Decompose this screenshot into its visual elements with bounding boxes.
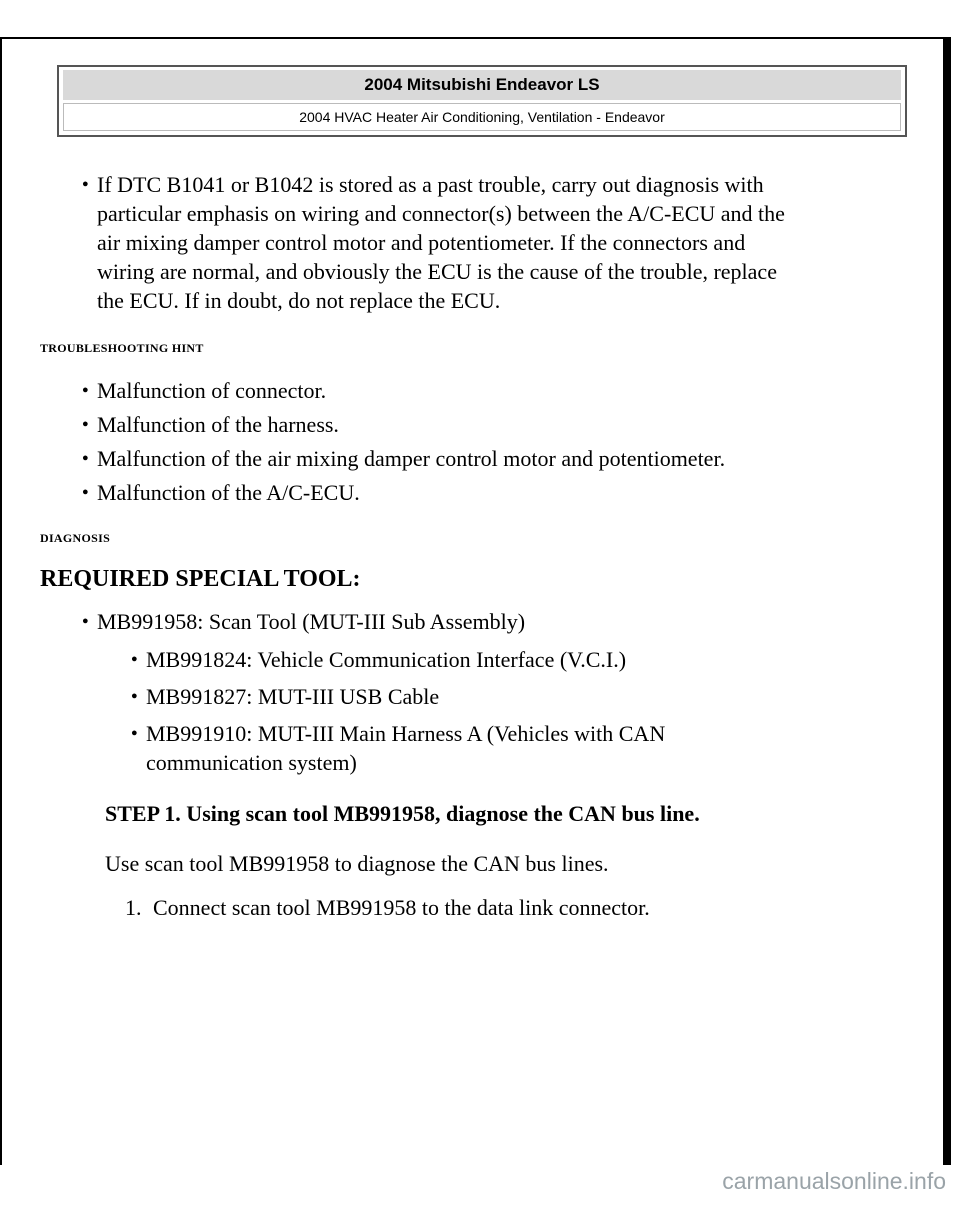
tool-subitem: ● MB991824: Vehicle Communication Interface (V.C.I.) [122, 645, 880, 674]
required-tool-heading: REQUIRED SPECIAL TOOL: [40, 566, 361, 592]
tool-subitem: ● MB991827: MUT-III USB Cable [122, 682, 880, 711]
hint-item: ● Malfunction of the air mixing damper control motor and potentiometer. [73, 444, 880, 473]
tool-subitem-line: communication system) [146, 750, 357, 775]
diagnosis-heading: DIAGNOSIS [40, 531, 111, 545]
step-1-item-number: 1. [125, 895, 142, 920]
hint-item: ● Malfunction of the A/C-ECU. [73, 478, 880, 507]
tool-list [73, 607, 880, 636]
intro-line: the ECU. If in doubt, do not replace the ECU. [97, 288, 501, 313]
watermark: carmanualsonline.info [722, 1168, 946, 1194]
intro-line: air mixing damper control motor and potentiometer. If the connectors and [97, 230, 746, 255]
document-header [57, 65, 907, 137]
intro-line: If DTC B1041 or B1042 is stored as a past trouble, carry out diagnosis with [97, 172, 764, 197]
intro-list [73, 170, 880, 315]
hint-item: ● Malfunction of connector. [73, 376, 880, 405]
header-title: 2004 Mitsubishi Endeavor LS [63, 70, 901, 100]
step-1-item-text: Connect scan tool MB991958 to the data link connector. [153, 895, 650, 920]
intro-line: wiring are normal, and obviously the ECU is the cause of the trouble, replace [97, 259, 777, 284]
tool-subitem [122, 719, 880, 777]
step-1-text: Use scan tool MB991958 to diagnose the CAN bus lines. [105, 851, 609, 876]
document-body [40, 170, 880, 921]
intro-bullet [73, 170, 880, 315]
header-subtitle: 2004 HVAC Heater Air Conditioning, Ventilation - Endeavor [63, 103, 901, 131]
tool-subitem-line: MB991910: MUT-III Main Harness A (Vehicles with CAN [146, 721, 666, 746]
troubleshooting-hint-heading: TROUBLESHOOTING HINT [40, 341, 204, 355]
step-1-item [125, 895, 880, 921]
tool-item: ● MB991958: Scan Tool (MUT-III Sub Assembly) [73, 607, 880, 636]
step-1-title: STEP 1. Using scan tool MB991958, diagnose the CAN bus line. [105, 801, 700, 826]
tool-sublist [122, 645, 880, 777]
hint-list [73, 376, 880, 507]
intro-line: particular emphasis on wiring and connector(s) between the A/C-ECU and the [97, 201, 785, 226]
hint-item: ● Malfunction of the harness. [73, 410, 880, 439]
